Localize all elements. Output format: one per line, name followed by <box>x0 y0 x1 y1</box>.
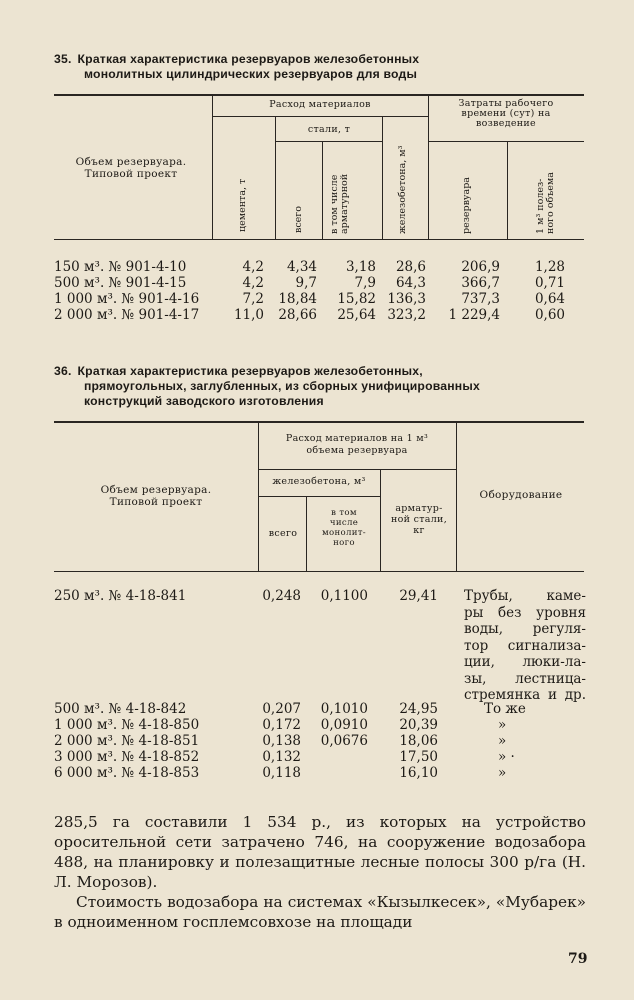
row-equipment: То же <box>484 701 526 717</box>
row-concrete-total: 0,207 <box>262 701 301 717</box>
table-36-equipment-header: Оборудование <box>479 489 563 501</box>
table-36-title-line3: конструкций заводского изготовления <box>84 394 324 408</box>
table-36-number: 36. <box>54 364 72 378</box>
table-35-top-rule <box>54 94 584 96</box>
table-36-caption <box>54 364 594 409</box>
row-labor-reservoir: 737,3 <box>461 291 500 307</box>
table-35-caption <box>54 52 594 82</box>
row-name: 500 м³. № 4-18-842 <box>54 701 187 717</box>
row-labor-per-m3: 1,28 <box>534 259 565 275</box>
row-equipment: » <box>498 733 507 749</box>
row-concrete-monolithic: 0,0676 <box>320 733 368 749</box>
table-35-steel-sub-divider <box>322 141 323 239</box>
row-concrete-total: 0,118 <box>262 765 301 781</box>
table-36-rebar-header: арматур- ной стали, кг <box>390 503 448 536</box>
table-35-steel-divider <box>382 116 383 239</box>
table-36-materials-header: Расход материалов на 1 м³ объема резервуара <box>285 433 429 456</box>
table-35-materials-header: Расход материалов <box>269 99 371 110</box>
table-35-number: 35. <box>54 52 72 66</box>
table-35-materials-rule <box>212 116 428 117</box>
row-steel-total: 28,66 <box>278 307 317 323</box>
table-36-concrete-rule <box>258 496 380 497</box>
table-36-title-line2: прямоугольных, заглубленных, из сборных унифицированных <box>84 379 480 393</box>
table-36-top-rule <box>54 421 584 423</box>
table-35-labor-per-m3-header: 1 м³ полез- ного объема <box>535 172 556 234</box>
table-35-steel-rule <box>275 141 382 142</box>
table-35-cement-divider <box>275 116 276 239</box>
row-concrete-monolithic: 0,1010 <box>320 701 368 717</box>
row-cement: 4,2 <box>242 259 264 275</box>
row-concrete-monolithic: 0,0910 <box>320 717 368 733</box>
row-cement: 4,2 <box>242 275 264 291</box>
table-35-header-bottom-rule <box>54 239 584 240</box>
table-35-concrete-header: железобетона, м³ <box>397 145 408 234</box>
row-name: 6 000 м³. № 4-18-853 <box>54 765 200 781</box>
table-35-cement-header: цемента, т <box>237 178 248 232</box>
row-name: 3 000 м³. № 4-18-852 <box>54 749 200 765</box>
row-rebar: 29,41 <box>399 588 438 604</box>
row-name: 1 000 м³. № 4-18-850 <box>54 717 200 733</box>
row-equipment: » <box>498 765 507 781</box>
table-36-header-bottom-rule <box>54 571 584 572</box>
table-35-title-line2: монолитных цилиндрических резервуаров для воды <box>84 67 418 81</box>
table-35-steel-rebar-header: в том числе арматурной <box>329 173 350 234</box>
row-name: 2 000 м³. № 901-4-17 <box>54 307 200 323</box>
table-36-materials-rule <box>258 469 456 470</box>
table-35-labor-sub-divider <box>507 141 508 239</box>
row-steel-total: 9,7 <box>295 275 317 291</box>
row-steel-rebar: 15,82 <box>337 291 376 307</box>
row-labor-per-m3: 0,60 <box>534 307 565 323</box>
page-number: 79 <box>568 951 588 967</box>
row-concrete-monolithic: 0,1100 <box>320 588 368 604</box>
table-36-concrete-monolithic-header: в том числе монолит- ного <box>321 508 366 548</box>
row-steel-rebar: 25,64 <box>337 307 376 323</box>
row-labor-per-m3: 0,71 <box>534 275 565 291</box>
row-equipment: » <box>498 717 507 733</box>
table-36-concrete-total-header: всего <box>268 528 298 539</box>
table-35-stub-header: Объем резервуара. Типовой проект <box>75 156 187 180</box>
table-35-labor-rule <box>428 141 584 142</box>
row-steel-total: 4,34 <box>286 259 317 275</box>
row-steel-total: 18,84 <box>278 291 317 307</box>
row-concrete-total: 0,132 <box>262 749 301 765</box>
row-rebar: 18,06 <box>399 733 438 749</box>
body-paragraph-2: Стоимость водозабора на системах «Кызылкесек», «Мубарек» в одноименном госплемсовхозе на площади <box>54 893 586 931</box>
table-36-concrete-sub-divider <box>306 496 307 571</box>
row-equipment: » · <box>498 749 515 765</box>
row-concrete: 136,3 <box>387 291 426 307</box>
table-36-concrete-header: железобетона, м³ <box>272 476 366 487</box>
row-equipment: Трубы, каме- ры без уровня воды, регуля- тор сигнализа- ции, люки-ла- зы, лестница- стремянка и др. <box>464 588 586 703</box>
table-35-title-line1: Краткая характеристика резервуаров железобетонных <box>77 52 420 66</box>
row-rebar: 16,10 <box>399 765 438 781</box>
row-concrete-total: 0,172 <box>262 717 301 733</box>
row-name: 250 м³. № 4-18-841 <box>54 588 187 604</box>
row-concrete: 323,2 <box>387 307 426 323</box>
row-concrete-total: 0,138 <box>262 733 301 749</box>
table-35-steel-header: стали, т <box>307 124 351 135</box>
row-labor-reservoir: 1 229,4 <box>448 307 500 323</box>
row-name: 2 000 м³. № 4-18-851 <box>54 733 200 749</box>
row-name: 150 м³. № 901-4-10 <box>54 259 187 275</box>
body-paragraph-1: 285,5 га составили 1 534 р., из которых на устройство оросительной сети затрачено 746, на сооружение водозабора 488, на планировку и полезащитные лесные полосы 300 р/га (Н. Л. Морозов). <box>54 813 586 891</box>
table-36-equipment-divider <box>456 421 457 571</box>
row-rebar: 24,95 <box>399 701 438 717</box>
table-35-labor-header: Затраты рабочего времени (сут) на возведение <box>458 98 554 129</box>
row-cement: 11,0 <box>233 307 264 323</box>
row-labor-per-m3: 0,64 <box>534 291 565 307</box>
table-36-rebar-divider <box>380 469 381 571</box>
table-36-title-line1: Краткая характеристика резервуаров железобетонных, <box>77 364 423 378</box>
row-concrete: 64,3 <box>395 275 426 291</box>
table-36-stub-header: Объем резервуара. Типовой проект <box>100 484 212 508</box>
row-steel-rebar: 3,18 <box>345 259 376 275</box>
row-name: 500 м³. № 901-4-15 <box>54 275 187 291</box>
table-35-labor-reservoir-header: резервуара <box>461 177 472 234</box>
row-labor-reservoir: 206,9 <box>461 259 500 275</box>
row-labor-reservoir: 366,7 <box>461 275 500 291</box>
table-35-steel-total-header: всего <box>293 206 304 233</box>
row-steel-rebar: 7,9 <box>354 275 376 291</box>
row-cement: 7,2 <box>242 291 264 307</box>
row-name: 1 000 м³. № 901-4-16 <box>54 291 200 307</box>
table-35-group-divider <box>428 94 429 239</box>
row-rebar: 17,50 <box>399 749 438 765</box>
row-rebar: 20,39 <box>399 717 438 733</box>
row-concrete: 28,6 <box>395 259 426 275</box>
row-concrete-total: 0,248 <box>262 588 301 604</box>
